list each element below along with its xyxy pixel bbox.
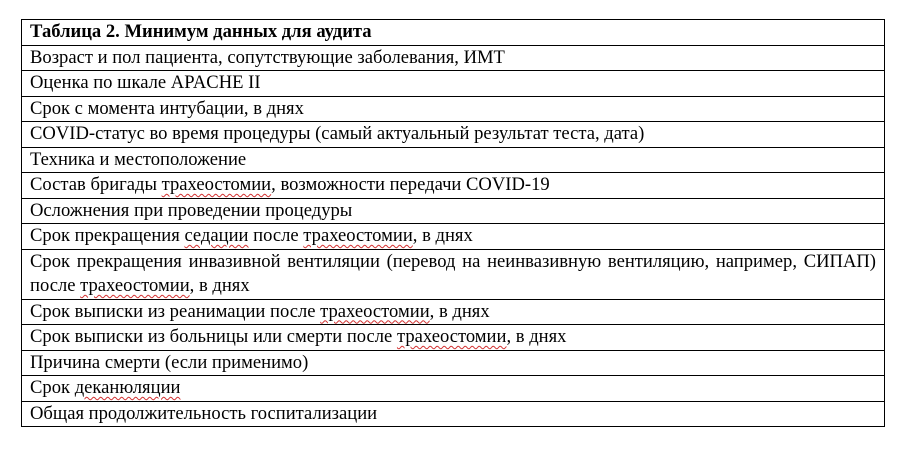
table-cell-hospital-discharge <box>22 325 885 351</box>
spellcheck-marked-word: седации <box>184 225 249 246</box>
table-row <box>22 198 885 224</box>
table-cell-ventilation-end <box>22 249 885 299</box>
table-row <box>22 122 885 148</box>
table-cell-icu-discharge <box>22 299 885 325</box>
cell-text: Срок выписки из больницы или смерти после <box>30 326 397 347</box>
table-row <box>22 325 885 351</box>
cell-text: , возможности передачи COVID-19 <box>271 174 550 195</box>
table-cell-apache-score: Оценка по шкале APACHE II <box>22 71 885 97</box>
cell-text: , в днях <box>189 275 250 296</box>
table-cell-intubation-time: Срок с момента интубации, в днях <box>22 96 885 122</box>
spellcheck-marked-word: трахеостомии <box>80 275 190 296</box>
cell-text: Состав бригады <box>30 174 162 195</box>
table-row <box>22 350 885 376</box>
table-cell-patient-demographics: Возраст и пол пациента, сопутствующие заболевания, ИМТ <box>22 45 885 71</box>
cell-text: , в днях <box>506 326 567 347</box>
table-cell-complications: Осложнения при проведении процедуры <box>22 198 885 224</box>
cell-text: Срок выписки из реанимации после <box>30 300 321 322</box>
cell-text: , в днях <box>412 225 473 246</box>
table-cell-hospital-stay: Общая продолжительность госпитализации <box>22 401 885 427</box>
cell-text: после <box>248 225 304 246</box>
table-row <box>22 96 885 122</box>
table-row <box>22 299 885 325</box>
table-row <box>22 401 885 427</box>
table-cell-sedation-end <box>22 224 885 250</box>
cell-text: , в днях <box>429 300 490 322</box>
table-title-row <box>22 20 885 46</box>
table-row <box>22 45 885 71</box>
spellcheck-marked-word: трахеостомии <box>161 174 272 195</box>
table-cell-cause-of-death: Причина смерти (если применимо) <box>22 350 885 376</box>
table-row <box>22 71 885 97</box>
table-cell-technique-location: Техника и местоположение <box>22 147 885 173</box>
table-row <box>22 249 885 299</box>
table-row <box>22 173 885 199</box>
table-row <box>22 224 885 250</box>
cell-text: Срок прекращения инвазивной вентиляции (перевод на неинвазивную вентиляцию, например, СИПАП) после <box>30 250 876 296</box>
table-cell-decannulation <box>22 376 885 402</box>
cell-text: Срок <box>30 377 75 398</box>
cell-text: Срок прекращения <box>30 225 185 246</box>
spellcheck-marked-word: трахеостомии <box>303 225 413 246</box>
table-cell-covid-status: COVID-статус во время процедуры (самый актуальный результат теста, дата) <box>22 122 885 148</box>
table-title: Таблица 2. Минимум данных для аудита <box>22 20 885 46</box>
spellcheck-marked-word: деканюляции <box>74 377 181 398</box>
table-row <box>22 147 885 173</box>
audit-data-table <box>21 19 885 427</box>
table-row <box>22 376 885 402</box>
table-cell-team-composition <box>22 173 885 199</box>
spellcheck-marked-word: трахеостомии <box>396 326 507 347</box>
spellcheck-marked-word: трахеостомии <box>320 300 430 322</box>
